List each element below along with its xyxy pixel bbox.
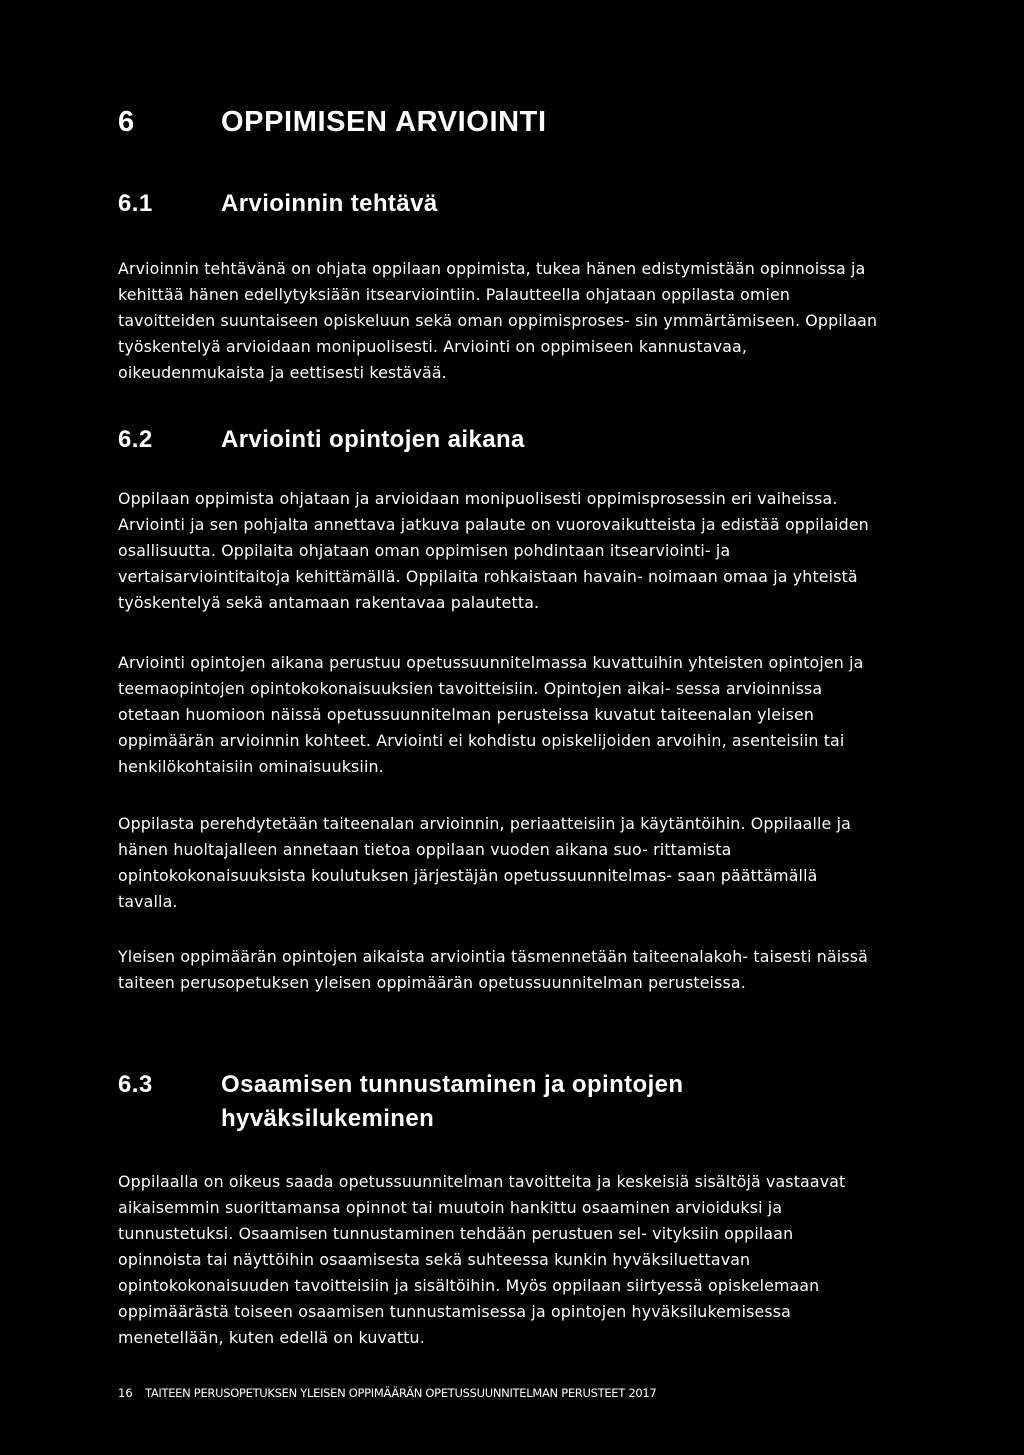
paragraph: Oppilaalla on oikeus saada opetussuunnitelman tavoitteita ja keskeisiä sisältöjä vastaavat aikaisemmin suorittamansa opinnot tai muutoin hankittu osaaminen arvioiduksi ja tunnustetuksi. Osaamisen tunnustaminen tehdään perustuen sel- vityksiin oppilaan opinnoista tai näyttöihin osaamisesta sekä suhteessa kunkin hyväksiluettavan opintokokonaisuuden tavoitteisiin ja sisältöihin. Myös oppilaan siirtyessä opiskelemaan oppimäärästä toiseen osaamisen tunnustamisessa ja opintojen hyväksilukemisessa menetellään, kuten edellä on kuvattu.: [118, 1172, 846, 1347]
section-number: 6.2: [118, 426, 153, 453]
paragraph: Arvioinnin tehtävänä on ohjata oppilaan oppimista, tukea hänen edistymistään opinnoissa ja kehittää hänen edellytyksiään itsearviointiin. Palautteella ohjataan oppilasta omien tavoitteiden suuntaiseen opiskeluun sekä oman oppimisproses- sin ymmärtämiseen. Oppilaan työskentelyä arvioidaan monipuolisesti. Arviointi on oppimiseen kannustavaa, oikeudenmukaista ja eettisesti kestävää.: [118, 259, 878, 382]
section-title: Osaamisen tunnustaminen ja opintojen hyväksilukeminen: [221, 1071, 684, 1132]
paragraph: Oppilaan oppimista ohjataan ja arvioidaan monipuolisesti oppimisprosessin eri vaiheissa. Arviointi ja sen pohjalta annettava jatkuva palaute on vuorovaikutteista ja edistää oppilaiden osallisuutta. Oppilaita ohjataan oman oppimisen pohdintaan itsearviointi- ja vertaisarviointitaitoja kehittämällä. Oppilaita rohkaistaan havain- noimaan omaa ja yhteistä työskentelyä sekä antamaan rakentavaa palautetta.: [118, 489, 869, 612]
paragraph: Yleisen oppimäärän opintojen aikaista arviointia täsmennetään taiteenalakoh- taisesti näissä taiteen perusopetuksen yleisen oppimäärän opetussuunnitelman perusteissa.: [118, 947, 868, 992]
section-number: 6.1: [118, 190, 153, 217]
page-number: 16: [118, 1386, 133, 1400]
paragraph: Arviointi opintojen aikana perustuu opetussuunnitelmassa kuvattuihin yhteisten opintojen ja teemaopintojen opintokokonaisuuksien tavoitteisiin. Opintojen aikai- sessa arvioinnissa otetaan huomioon näissä opetussuunnitelman perusteissa kuvatut taiteenalan yleisen oppimäärän arvioinnin kohteet. Arviointi ei kohdistu opiskelijoiden arvoihin, asenteisiin tai henkilökohtaisiin ominaisuuksiin.: [118, 653, 864, 776]
section-title: Arvioinnin tehtävä: [221, 190, 438, 217]
section-number: 6.3: [118, 1071, 153, 1098]
footer-title: TAITEEN PERUSOPETUKSEN YLEISEN OPPIMÄÄRÄN OPETUSSUUNNITELMAN PERUSTEET 2017: [145, 1386, 657, 1400]
chapter-number: 6: [118, 106, 135, 138]
paragraph: Oppilasta perehdytetään taiteenalan arvioinnin, periaatteisiin ja käytäntöihin. Oppilaalle ja hänen huoltajalleen annetaan tietoa oppilaan vuoden aikana suo- rittamista opintokokonaisuuksista koulutuksen järjestäjän opetussuunnitelmas- saan päättämällä tavalla.: [118, 814, 851, 911]
section-title: Arviointi opintojen aikana: [221, 426, 525, 453]
chapter-title: OPPIMISEN ARVIOINTI: [221, 106, 547, 138]
